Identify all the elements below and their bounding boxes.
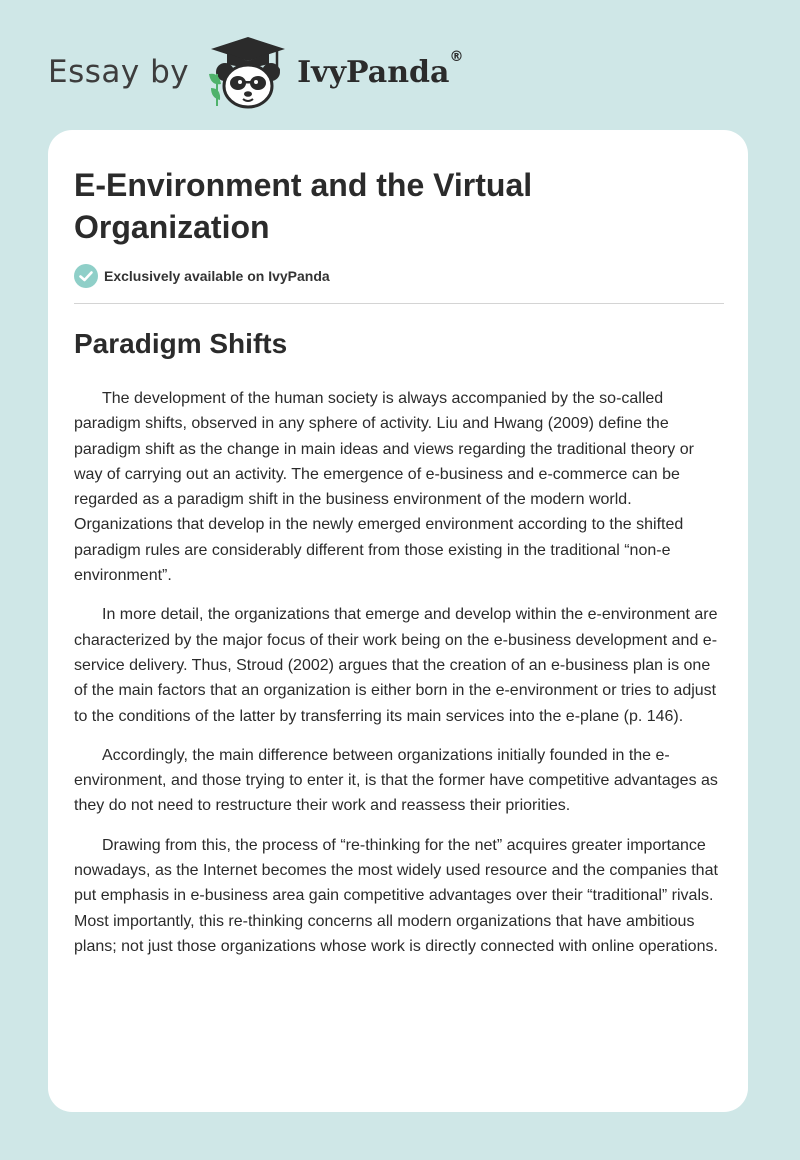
divider [74, 303, 724, 304]
paragraph: The development of the human society is always accompanied by the so-called paradigm shifts, observed in any sphere of activity. Liu and Hwang (2009) define the paradigm shift as the change in main ideas and views regarding the traditional theory or way of carrying out an activity. The emergence of e-business and e-commerce can be regarded as a paradigm shift in the business environment of the modern world. Organizations that develop in the newly emerged environment according to the shifted paradigm rules are considerably different from those existing in the traditional “non-e environment”. [74, 390, 694, 585]
check-circle-icon [74, 264, 98, 288]
brand-name: IvyPanda® [297, 48, 464, 90]
essay-body [74, 386, 724, 973]
section-heading: Paradigm Shifts [74, 328, 288, 359]
paragraph: Drawing from this, the process of “re-thinking for the net” acquires greater importance nowadays, as the Internet becomes the most widely used resource and the companies that put emphasis in e-business area gain competitive advantages over their “traditional” rivals. Most importantly, this re-thinking concerns all modern organizations that have ambitious plans; not just those organizations whose work is directly connected with online operations. [74, 836, 718, 955]
paragraph: In more detail, the organizations that emerge and develop within the e-environment are characterized by the major focus of their work being on the e-business development and e-service delivery. Thus, Stroud (2002) argues that the creation of an e-business plan is one of the main factors that an organization is either born in the e-environment or tries to adjust to the conditions of the latter by transferring its main services into the e-plane (p. 146). [74, 606, 718, 725]
brand-prefix: Essay by [48, 54, 190, 90]
brand-header[interactable] [48, 34, 463, 110]
paragraph: Accordingly, the main difference between organizations initially founded in the e-environment, and those trying to enter it, is that the former have competitive advantages as they do not need to restructure their work and reassess their priorities. [74, 746, 718, 815]
panda-logo-icon [205, 34, 291, 110]
essay-title: E-Environment and the Virtual Organization [74, 167, 533, 245]
exclusive-label: Exclusively available on IvyPanda [104, 268, 330, 284]
exclusive-badge [74, 264, 330, 288]
essay-card [48, 130, 748, 1112]
